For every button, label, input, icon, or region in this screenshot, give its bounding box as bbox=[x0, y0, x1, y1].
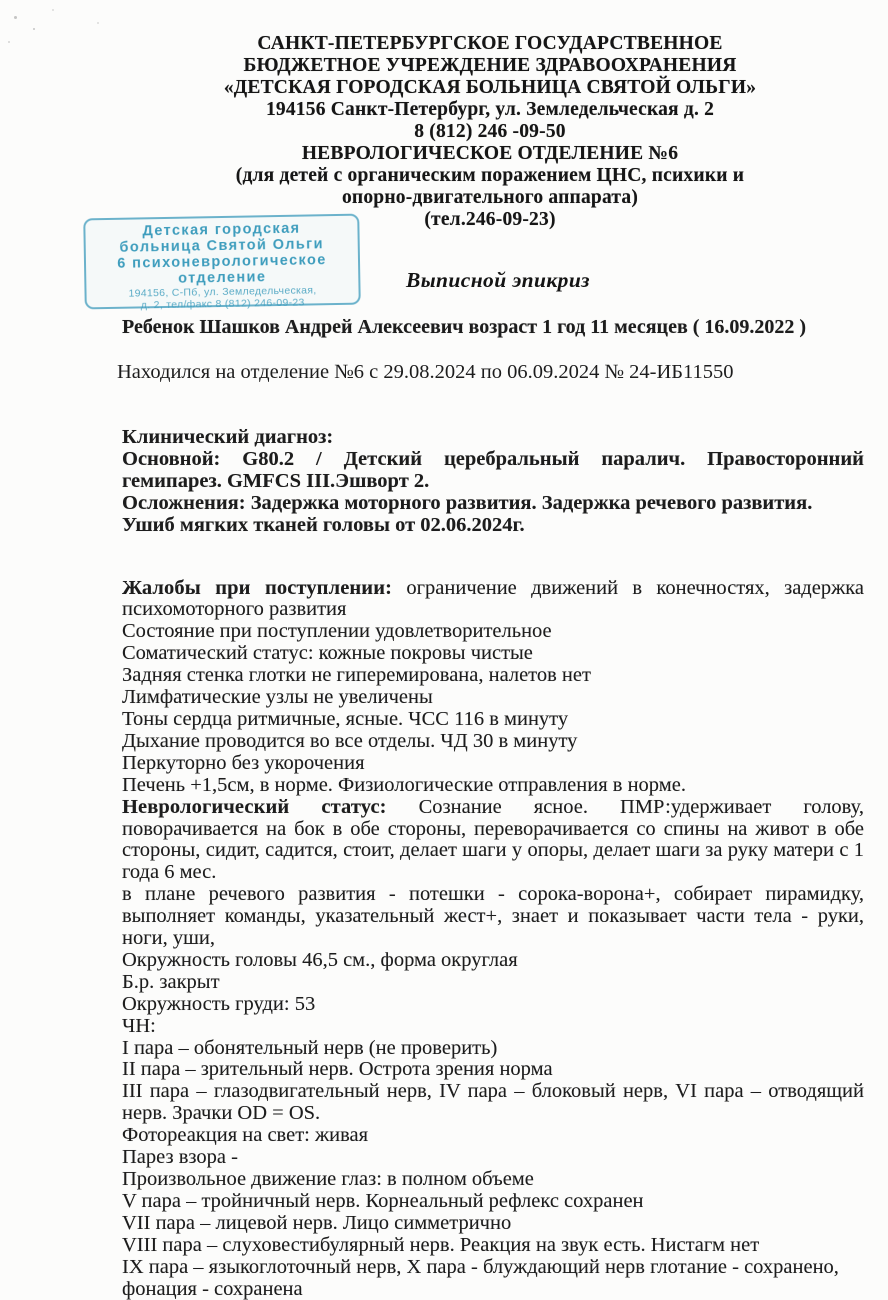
clinical-text-section bbox=[122, 578, 864, 1300]
doc-line: Окружность головы 46,5 см., форма округлая bbox=[122, 948, 518, 971]
diagnosis-extra: Ушиб мягких тканей головы от 02.06.2024г. bbox=[122, 513, 525, 536]
doc-line: VII пара – лицевой нерв. Лицо симметрично bbox=[122, 1211, 512, 1234]
doc-line: в плане речевого развития - потешки - сорока-ворона+, собирает пирамидку, выполняет команды, указательный жест+, знает и показывает части тела - руки, ноги, уши, bbox=[122, 883, 864, 950]
scan-speckle bbox=[33, 28, 35, 30]
doc-line: Лимфатические узлы не увеличены bbox=[122, 686, 433, 709]
letterhead bbox=[168, 33, 812, 231]
doc-line: II пара – зрительный нерв. Острота зрения норма bbox=[122, 1058, 553, 1081]
org-address-line: 194156 Санкт-Петербург, ул. Земледельческая д. 2 bbox=[265, 99, 715, 120]
department-desc-line: опорно-двигательного аппарата) bbox=[341, 187, 639, 208]
stamp-address-line: 194156, С-Пб, ул. Земледельческая, bbox=[128, 284, 317, 300]
scan-speckle bbox=[14, 16, 17, 19]
org-phone-line: 8 (812) 246 -09-50 bbox=[414, 121, 566, 142]
doc-line: Перкуторно без укорочения bbox=[122, 751, 365, 774]
stamp-line: больница Святой Ольги bbox=[119, 236, 325, 256]
diagnosis-section bbox=[122, 427, 864, 537]
org-name-line: САНКТ-ПЕТЕРБУРГСКОЕ ГОСУДАРСТВЕННОЕ bbox=[257, 33, 723, 54]
doc-line: Фотореакция на свет: живая bbox=[122, 1124, 369, 1147]
stamp-line: 6 психоневрологическое bbox=[117, 252, 327, 272]
scan-speckle bbox=[97, 22, 99, 24]
doc-line: Состояние при поступлении удовлетворительное bbox=[122, 620, 552, 643]
doc-line: Б.р. закрыт bbox=[122, 970, 220, 993]
department-phone-line: (тел.246-09-23) bbox=[424, 209, 556, 230]
doc-line: IX пара – языкоглоточный нерв, X пара - блуждающий нерв глотание - сохранено, фонация - сохранена bbox=[122, 1255, 839, 1300]
stay-info-line: Находился на отделение №6 с 29.08.2024 по 06.09.2024 № 24-ИБ11550 bbox=[117, 361, 734, 383]
patient-info-line: Ребенок Шашков Андрей Алексеевич возраст 1 год 11 месяцев ( 16.09.2022 ) bbox=[122, 316, 807, 338]
doc-line: V пара – тройничный нерв. Корнеальный рефлекс сохранен bbox=[122, 1189, 644, 1212]
doc-line: ЧН: bbox=[122, 1014, 156, 1037]
document-title: Выписной эпикриз bbox=[406, 268, 590, 292]
doc-line: Жалобы при поступлении: ограничение движений в конечностях, задержка психомоторного развития bbox=[122, 576, 865, 621]
department-line: НЕВРОЛОГИЧЕСКОЕ ОТДЕЛЕНИЕ №6 bbox=[301, 143, 679, 164]
org-name-line: «ДЕТСКАЯ ГОРОДСКАЯ БОЛЬНИЦА СВЯТОЙ ОЛЬГИ» bbox=[223, 77, 757, 98]
doc-line: Соматический статус: кожные покровы чистые bbox=[122, 642, 533, 665]
doc-line: Произвольное движение глаз: в полном объеме bbox=[122, 1168, 534, 1190]
document-body bbox=[117, 268, 865, 1300]
org-name-line: БЮДЖЕТНОЕ УЧРЕЖДЕНИЕ ЗДРАВООХРАНЕНИЯ bbox=[243, 55, 737, 76]
scan-speckle bbox=[52, 9, 54, 11]
diagnosis-heading: Клинический диагноз: bbox=[122, 426, 334, 448]
doc-line: III пара – глазодвигательный нерв, IV пара – блоковый нерв, VI пара – отводящий нерв. Зрачки OD = OS. bbox=[122, 1080, 864, 1125]
scan-speckle bbox=[8, 41, 10, 43]
doc-line: Тоны сердца ритмичные, ясные. ЧСС 116 в минуту bbox=[122, 707, 569, 730]
doc-line: I пара – обонятельный нерв (не проверить) bbox=[122, 1036, 498, 1059]
doc-line: Неврологический статус: Сознание ясное. ПМР:удерживает голову, поворачивается на бок в обе стороны, переворачивается со спины на живот в обе стороны, сидит, садится, стоит, делает шаги у опоры, делает шаги за руку матери с 1 года 6 мес. bbox=[122, 795, 864, 884]
doc-line: Окружность груди: 53 bbox=[122, 992, 316, 1015]
diagnosis-complications: Осложнения: Задержка моторного развития. Задержка речевого развития. bbox=[122, 491, 813, 514]
department-desc-line: (для детей с органическим поражением ЦНС, психики и bbox=[235, 165, 745, 186]
stamp-address-line: д. 2, тел/факс 8 (812) 246-09-23 bbox=[140, 296, 305, 312]
doc-line: Дыхание проводится во все отделы. ЧД 30 в минуту bbox=[122, 729, 578, 752]
doc-line-lead: Жалобы при поступлении: bbox=[122, 576, 393, 599]
doc-line: Печень +1,5см, в норме. Физиологические отправления в норме. bbox=[122, 773, 686, 796]
stamp-line: отделение bbox=[178, 269, 267, 287]
doc-line: VIII пара – слуховестибулярный нерв. Реакция на звук есть. Нистагм нет bbox=[122, 1233, 760, 1256]
doc-line: Задняя стенка глотки не гиперемирована, налетов нет bbox=[122, 664, 591, 687]
doc-line: Парез взора - bbox=[122, 1146, 238, 1169]
stamp-line: Детская городская bbox=[142, 220, 301, 240]
diagnosis-main: Основной: G80.2 / Детский церебральный паралич. Правосторонний гемипарез. GMFCS III.Эшворт 2. bbox=[122, 447, 864, 492]
doc-line-lead: Неврологический статус: bbox=[122, 795, 387, 818]
